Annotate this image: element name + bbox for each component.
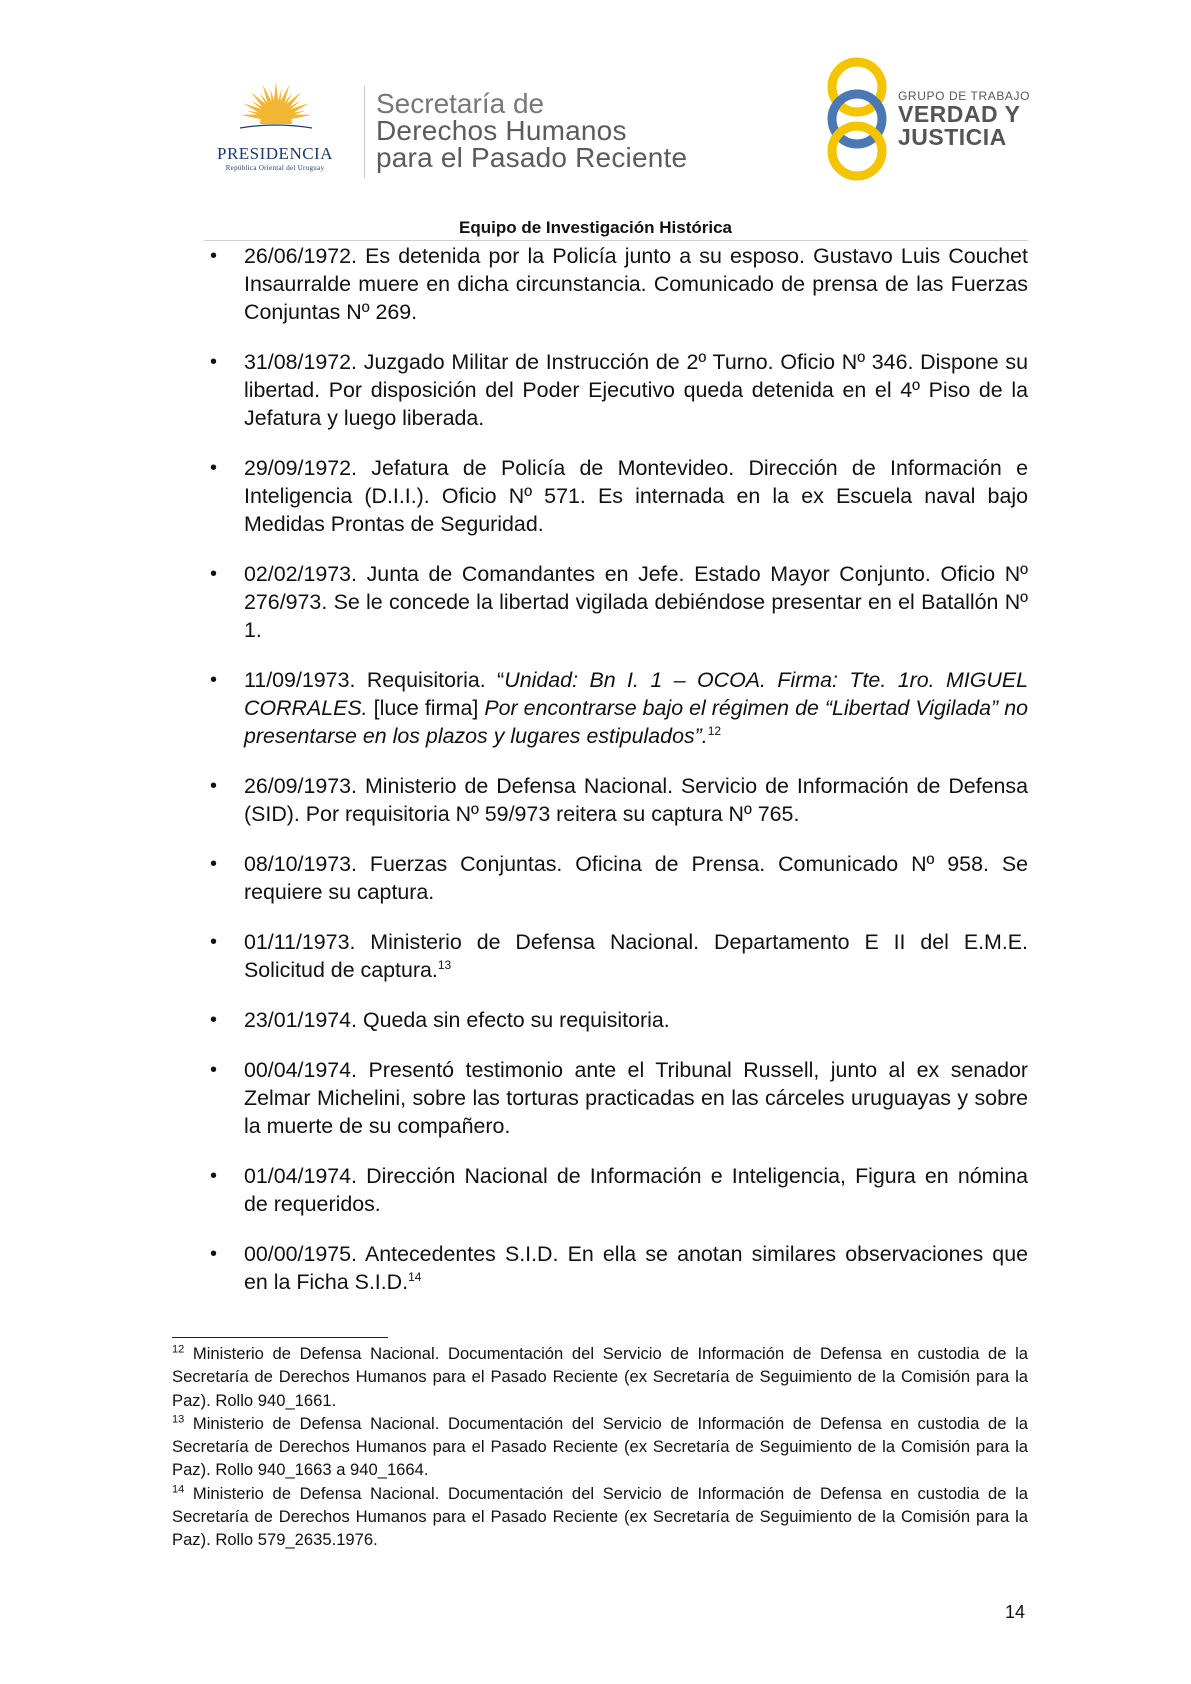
entry-text: 26/09/1973. Ministerio de Defensa Nacional. Servicio de Información de Defensa (SID). Por requisitoria Nº 59/973 reitera su captura Nº 765. — [244, 774, 1028, 826]
presidencia-subtitle: República Oriental del Uruguay — [225, 164, 325, 172]
entry-text: 01/11/1973. Ministerio de Defensa Nacional. Departamento E II del E.M.E. Solicitud de captura. — [244, 930, 1028, 982]
page-number: 14 — [1005, 1602, 1026, 1622]
list-item — [204, 348, 1028, 432]
entry-text: 29/09/1972. Jefatura de Policía de Montevideo. Dirección de Información e Inteligencia (D.I.I.). Oficio Nº 571. Es internada en la ex Escuela naval bajo Medidas Prontas de Seguridad. — [244, 456, 1028, 536]
header-divider — [364, 86, 365, 178]
footnote — [172, 1412, 1028, 1482]
bullet-icon: • — [210, 775, 218, 797]
footnote-separator — [172, 1337, 388, 1338]
list-item — [204, 928, 1028, 984]
secretaria-line-3: para el Pasado Reciente — [376, 142, 688, 173]
header-subtitle: Equipo de Investigación Histórica — [459, 218, 732, 237]
entry-text: 23/01/1974. Queda sin efecto su requisitoria. — [244, 1008, 670, 1032]
chronology-list — [204, 242, 1028, 1318]
bullet-icon: • — [210, 1243, 218, 1265]
entry-text: 08/10/1973. Fuerzas Conjuntas. Oficina de Prensa. Comunicado Nº 958. Se requiere su captura. — [244, 852, 1028, 904]
linked-rings-icon — [822, 57, 892, 182]
sun-icon — [236, 78, 316, 142]
bullet-icon: • — [210, 1009, 218, 1031]
gvj-title-line-1: VERDAD Y — [898, 101, 1021, 127]
bullet-icon: • — [210, 669, 218, 691]
bullet-icon: • — [210, 351, 218, 373]
entry-text: 00/00/1975. Antecedentes S.I.D. En ella se anotan similares observaciones que en la Ficha S.I.D. — [244, 1242, 1028, 1294]
footnote-ref[interactable]: 14 — [408, 1269, 422, 1284]
entry-text: 01/04/1974. Dirección Nacional de Información e Inteligencia, Figura en nómina de requeridos. — [244, 1164, 1028, 1216]
bullet-icon: • — [210, 1059, 218, 1081]
footnote-text: Ministerio de Defensa Nacional. Documentación del Servicio de Información de Defensa en custodia de la Secretaría de Derechos Humanos para el Pasado Reciente (ex Secretaría de Seguimiento de la Comisión para la Paz). Rollo 940_1663 a 940_1664. — [172, 1413, 1028, 1480]
presidencia-logo — [196, 78, 354, 176]
list-item — [204, 560, 1028, 644]
list-item — [204, 772, 1028, 828]
footnote-text: Ministerio de Defensa Nacional. Documentación del Servicio de Información de Defensa en custodia de la Secretaría de Derechos Humanos para el Pasado Reciente (ex Secretaría de Seguimiento de la Comisión para la Paz). Rollo 940_1661. — [172, 1344, 1028, 1410]
entry-text: 26/06/1972. Es detenida por la Policía junto a su esposo. Gustavo Luis Couchet Insaurralde muere en dicha circunstancia. Comunicado de prensa de las Fuerzas Conjuntas Nº 269. — [244, 244, 1028, 324]
list-item — [204, 1240, 1028, 1296]
footnote-number: 13 — [172, 1413, 185, 1426]
list-item — [204, 1056, 1028, 1140]
secretaria-line-1: Secretaría de — [376, 88, 545, 119]
entry-text: 00/04/1974. Presentó testimonio ante el Tribunal Russell, junto al ex senador Zelmar Michelini, sobre las torturas practicadas en las cárceles uruguayas y sobre la muerte de su compañero. — [244, 1058, 1028, 1138]
bullet-icon: • — [210, 931, 218, 953]
gvj-small-label: GRUPO DE TRABAJO — [898, 89, 1031, 103]
footnote-text: Ministerio de Defensa Nacional. Documentación del Servicio de Información de Defensa en custodia de la Secretaría de Derechos Humanos para el Pasado Reciente (ex Secretaría de Seguimiento de la Comisión para la Paz). Rollo 579_2635.1976. — [172, 1483, 1028, 1550]
footnote — [172, 1342, 1028, 1412]
list-item — [204, 1006, 1028, 1034]
page-header — [0, 0, 1191, 237]
list-item — [204, 454, 1028, 538]
entry-text: 02/02/1973. Junta de Comandantes en Jefe. Estado Mayor Conjunto. Oficio Nº 276/973. Se le concede la libertad vigilada debiéndose presentar en el Batallón Nº 1. — [244, 562, 1028, 642]
footnote-ref[interactable]: 13 — [437, 957, 452, 972]
bullet-icon: • — [210, 245, 218, 267]
bullet-icon: • — [210, 853, 218, 875]
verdad-justicia-logo — [822, 57, 1042, 182]
bullet-icon: • — [210, 457, 218, 479]
list-item — [204, 666, 1028, 750]
bullet-icon: • — [210, 1165, 218, 1187]
footnote-ref[interactable]: 12 — [707, 723, 722, 738]
footnote-number: 12 — [172, 1343, 185, 1356]
entry-text-italic: Por encontrarse bajo el régimen de “Libertad Vigilada” no presentarse en los plazos y lugares estipulados”. — [244, 696, 1028, 748]
gvj-title — [898, 103, 1020, 149]
entry-text: 31/08/1972. Juzgado Militar de Instrucción de 2º Turno. Oficio Nº 346. Dispone su libertad. Por disposición del Poder Ejecutivo queda detenida en el 4º Piso de la Jefatura y luego liberada. — [244, 350, 1028, 430]
footnote-number: 14 — [172, 1483, 185, 1496]
bullet-icon: • — [210, 563, 218, 585]
header-rule — [204, 240, 1028, 241]
secretaria-line-2: Derechos Humanos — [376, 115, 627, 146]
presidencia-name: PRESIDENCIA — [216, 144, 333, 163]
list-item — [204, 850, 1028, 906]
entry-text-part: [luce firma] — [367, 696, 485, 720]
list-item — [204, 242, 1028, 326]
entry-text-italic: Unidad: Bn I. 1 – OCOA. Firma: Tte. 1ro. MIGUEL CORRALES. — [244, 668, 1028, 720]
footnote — [172, 1482, 1028, 1552]
gvj-title-line-2: JUSTICIA — [898, 124, 1007, 150]
list-item — [204, 1162, 1028, 1218]
footnotes — [172, 1342, 1028, 1552]
secretaria-title — [376, 90, 687, 171]
entry-text-part: 11/09/1973. Requisitoria. “ — [244, 668, 505, 692]
